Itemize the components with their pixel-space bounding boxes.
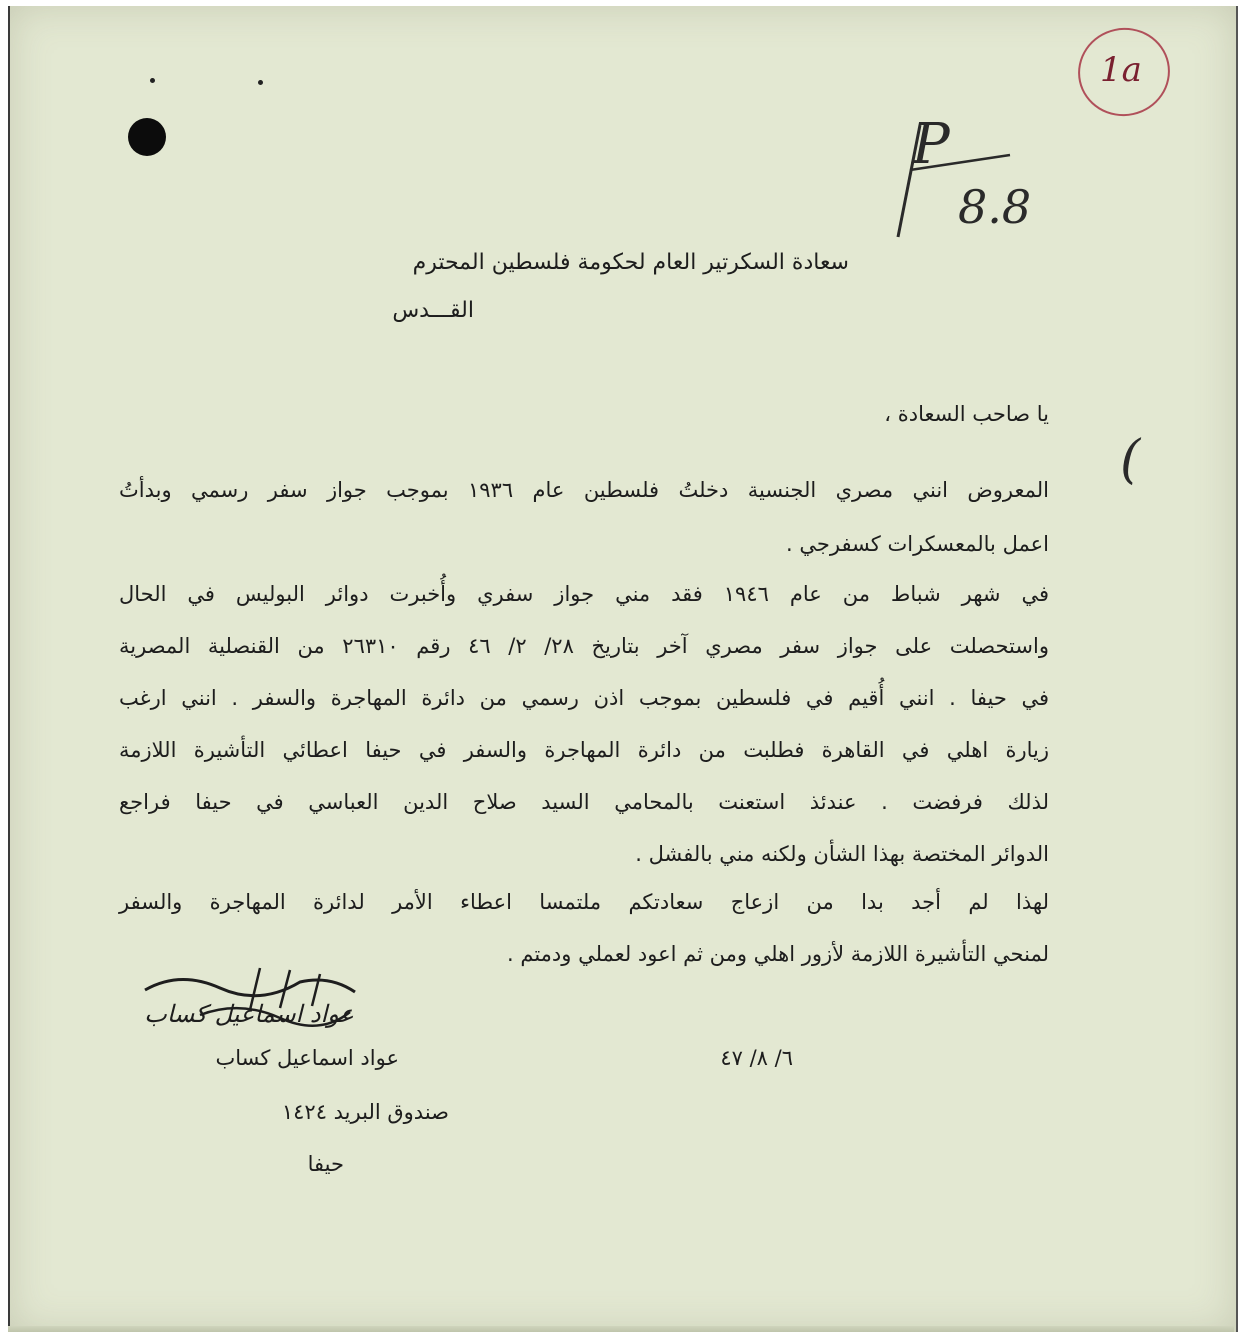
ink-speck [258, 80, 263, 85]
sender-city: حيفا [307, 1152, 344, 1176]
paper-edge [8, 1326, 1234, 1332]
folio-number: 1a [1100, 50, 1142, 90]
sender-name: عواد اسماعيل كساب [215, 1046, 399, 1070]
body-line: لذلك فرفضت . عندئذ استعنت بالمحامي السيد صلاح الدين العباسي في حيفا فراجع [119, 790, 1049, 814]
city-line: القـــدس [392, 298, 474, 323]
body-line: اعمل بالمعسكرات كسفرجي . [786, 532, 1049, 556]
letter-date: ٦/ ٨/ ٤٧ [720, 1046, 793, 1070]
file-annotation-date: 8.8 [958, 180, 1032, 234]
body-line: في حيفا . انني أُقيم في فلسطين بموجب اذن رسمي من دائرة المهاجرة والسفر . انني ارغب [119, 686, 1049, 710]
body-line: لهذا لم أجد بدا من ازعاج سعادتكم ملتمسا اعطاء الأمر لدائرة المهاجرة والسفر [119, 890, 1049, 914]
punch-hole [128, 118, 166, 156]
body-line: لمنحي التأشيرة اللازمة لأزور اهلي ومن ثم اعود لعملي ودمتم . [507, 942, 1049, 966]
recipient-line: سعادة السكرتير العام لحكومة فلسطين المحترم [412, 250, 849, 275]
body-line: زيارة اهلي في القاهرة فطلبت من دائرة المهاجرة والسفر في حيفا اعطائي التأشيرة اللازمة [119, 738, 1049, 762]
ink-speck [150, 78, 155, 83]
po-box: صندوق البريد ١٤٢٤ [281, 1100, 449, 1124]
body-line: المعروض انني مصري الجنسية دخلتُ فلسطين عام ١٩٣٦ بموجب جواز سفر رسمي وبدأتُ [119, 478, 1050, 502]
file-annotation-initial: P [912, 112, 950, 177]
margin-mark: ( [1120, 430, 1141, 490]
body-line: واستحصلت على جواز سفر مصري آخر بتاريخ ٢٨/ ٢/ ٤٦ رقم ٢٦٣١٠ من القنصلية المصرية [119, 634, 1049, 658]
body-line: في شهر شباط من عام ١٩٤٦ فقد مني جواز سفري وأُخبرت دوائر البوليس في الحال [119, 582, 1049, 606]
body-line: الدوائر المختصة بهذا الشأن ولكنه مني بالفشل . [635, 842, 1049, 866]
salutation: يا صاحب السعادة ، [884, 402, 1049, 426]
signature-script: عواد اسماعيل كساب [144, 1000, 354, 1028]
